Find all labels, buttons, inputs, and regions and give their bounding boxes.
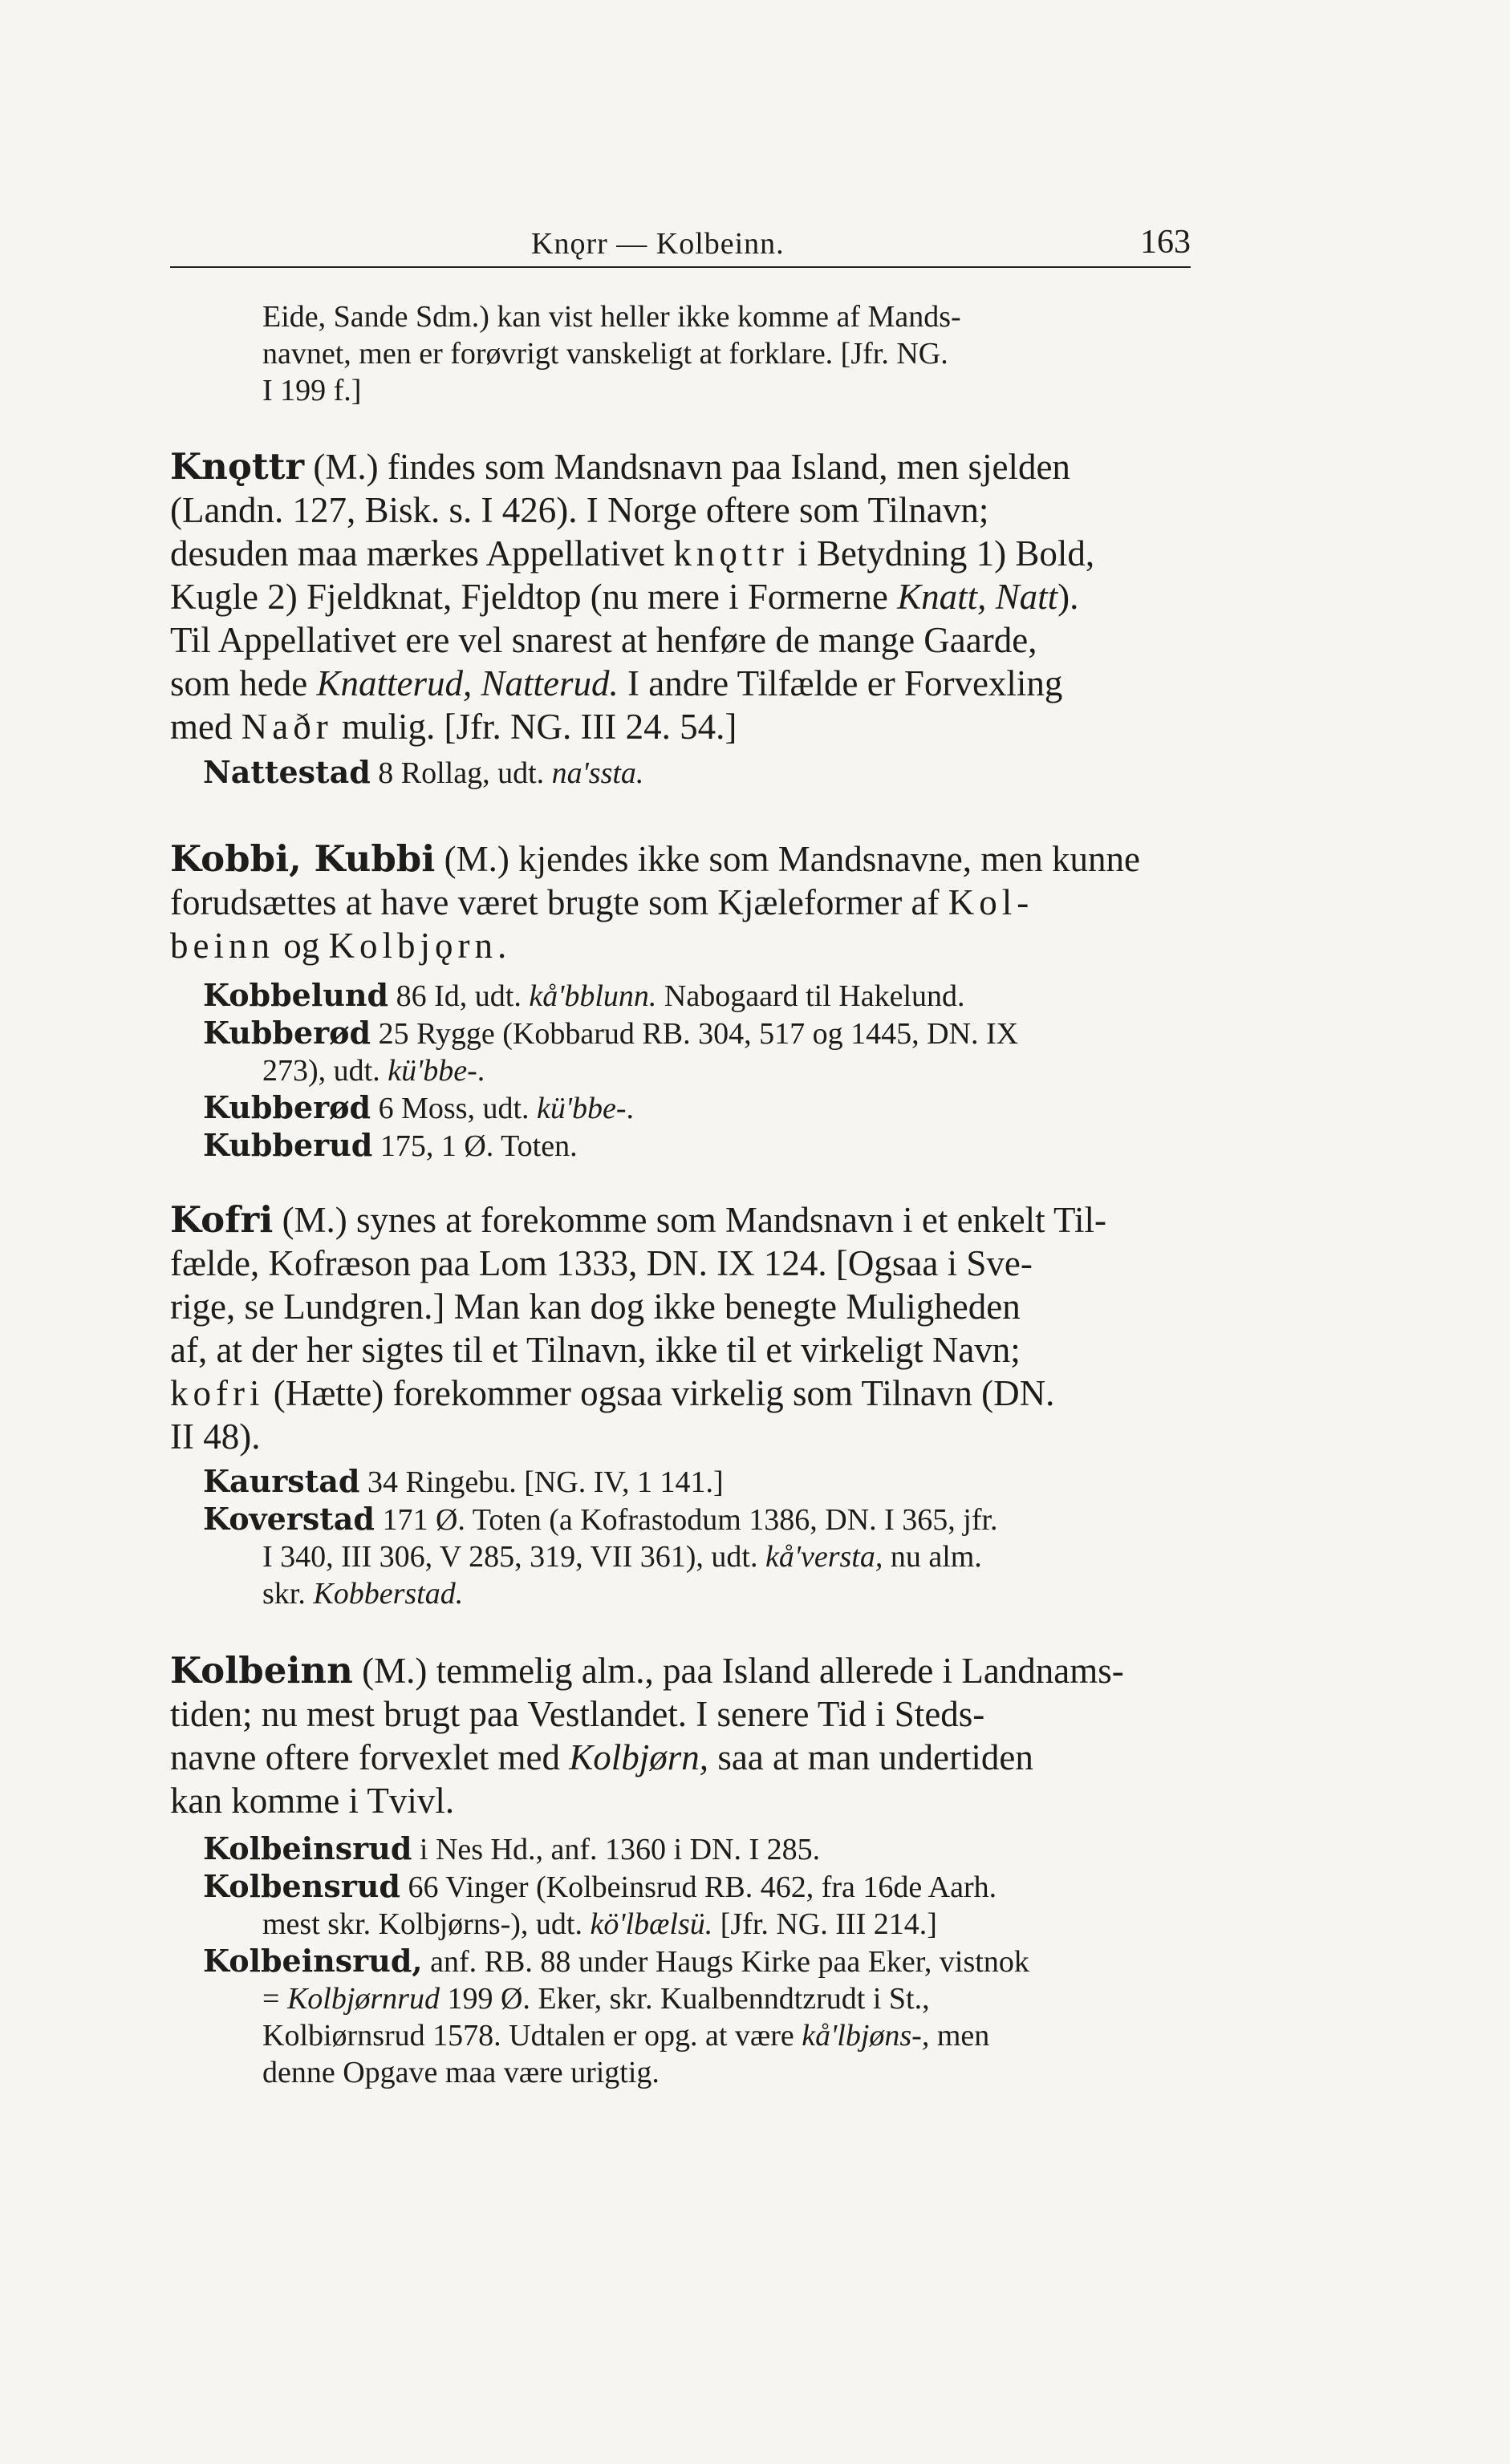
subentry bbox=[203, 1943, 1191, 1980]
entry-text: (Hætte) forekommer ogsaa virkelig som Tilnavn (DN. bbox=[264, 1373, 1055, 1413]
entry-text: (M.) temmelig alm., paa Island allerede i Landnams- bbox=[352, 1651, 1124, 1691]
entry-text: (M.) kjendes ikke som Mandsnavne, men kunne bbox=[435, 839, 1140, 879]
subentry bbox=[203, 1830, 1191, 1868]
subentry bbox=[203, 1089, 1191, 1127]
subentry bbox=[203, 1501, 1191, 1538]
entry-text: som hede bbox=[170, 663, 317, 703]
entry-kofri bbox=[170, 1198, 1191, 1458]
spaced-word: kofri bbox=[170, 1373, 265, 1413]
entry-text: rige, se Lundgren.] Man kan dog ikke benegte Muligheden bbox=[170, 1287, 1021, 1327]
subentry-continuation bbox=[203, 1906, 1191, 1943]
entry-kolbeinn bbox=[170, 1649, 1191, 1822]
place-name: Kubberød bbox=[203, 1015, 371, 1051]
entry-text: og bbox=[274, 926, 329, 966]
entry-headword: Kofri bbox=[170, 1198, 274, 1241]
spaced-word: Kol- bbox=[948, 882, 1034, 922]
subentry-continuation: denne Opgave maa være urigtig. bbox=[262, 2056, 660, 2089]
place-text: 34 Ringebu. [NG. IV, 1 141.] bbox=[359, 1465, 724, 1499]
entry-headword: Knǫttr bbox=[170, 445, 305, 488]
pronunciation: kö'lbælsü. bbox=[590, 1907, 713, 1941]
subentries-kobbi bbox=[203, 977, 1191, 1165]
subentry bbox=[203, 1463, 1191, 1501]
place-text: = bbox=[262, 1982, 287, 2016]
place-name: Kubberud bbox=[203, 1127, 373, 1163]
place-name: Kaurstad bbox=[203, 1463, 360, 1499]
place-name: Kubberød bbox=[203, 1089, 371, 1125]
place-text: 199 Ø. Eker, skr. Kualbenndtzrudt i St., bbox=[439, 1982, 930, 2016]
spelling-form: Kobberstad. bbox=[313, 1577, 464, 1611]
place-text: 171 Ø. Toten (a Kofrastodum 1386, DN. I 365, jfr. bbox=[374, 1503, 998, 1537]
entry-text: ). bbox=[1057, 577, 1079, 617]
subentry-continuation bbox=[203, 1980, 1191, 2017]
place-text: 175, 1 Ø. Toten. bbox=[372, 1129, 578, 1163]
entry-text: (Landn. 127, Bisk. s. I 426). I Norge oftere som Tilnavn; bbox=[170, 490, 989, 530]
subentry-continuation bbox=[203, 1052, 1191, 1089]
intro-paragraph bbox=[203, 298, 1191, 409]
pronunciation: na'ssta. bbox=[551, 756, 644, 790]
place-name: Kolbeinsrud bbox=[203, 1830, 412, 1866]
entry-text: desuden maa mærkes Appellativet bbox=[170, 533, 674, 573]
subentry bbox=[203, 1868, 1191, 1906]
subentry bbox=[203, 1015, 1191, 1052]
page-number: 163 bbox=[1140, 224, 1191, 261]
spaced-word: Kolbjǫrn bbox=[328, 926, 497, 966]
entry-kobbi bbox=[170, 837, 1191, 967]
subentry-nattestad bbox=[203, 754, 1191, 792]
page-header bbox=[170, 217, 1191, 265]
entry-text: saa at man undertiden bbox=[708, 1737, 1033, 1777]
subentry bbox=[203, 977, 1191, 1015]
running-head: Knǫrr — Kolbeinn. bbox=[531, 227, 785, 261]
place-text: [Jfr. NG. III 214.] bbox=[712, 1907, 937, 1941]
pronunciation: kå'bblunn. bbox=[529, 979, 657, 1013]
spaced-word: Naðr bbox=[241, 707, 333, 747]
entry-knottr bbox=[170, 445, 1191, 748]
entry-text: Til Appellativet ere vel snarest at henføre de mange Gaarde, bbox=[170, 620, 1037, 660]
entry-text: II 48). bbox=[170, 1416, 261, 1457]
entry-text: forudsættes at have været brugte som Kjæleformer af bbox=[170, 882, 948, 922]
spaced-word: knǫttr bbox=[673, 533, 789, 573]
place-name: Koverstad bbox=[203, 1501, 375, 1537]
entry-text: med bbox=[170, 707, 242, 747]
entry-text: I andre Tilfælde er Forvexling bbox=[618, 663, 1063, 703]
entry-text: (M.) findes som Mandsnavn paa Island, men sjelden bbox=[304, 447, 1070, 487]
place-text: i Nes Hd., anf. 1360 i DN. I 285. bbox=[412, 1833, 821, 1866]
entry-text: i Betydning 1) Bold, bbox=[788, 533, 1095, 573]
place-text: nu alm. bbox=[883, 1540, 982, 1574]
intro-line: I 199 f.] bbox=[262, 374, 362, 407]
entry-text: tiden; nu mest brugt paa Vestlandet. I senere Tid i Steds- bbox=[170, 1694, 985, 1734]
pronunciation: kå'versta, bbox=[765, 1540, 883, 1574]
place-text: men bbox=[929, 2019, 990, 2053]
place-text: 25 Rygge (Kobbarud RB. 304, 517 og 1445, DN. IX bbox=[371, 1017, 1019, 1051]
place-text: I 340, III 306, V 285, 319, VII 361), udt. bbox=[262, 1540, 765, 1574]
place-text: Kolbiørnsrud 1578. Udtalen er opg. at være bbox=[262, 2019, 802, 2053]
entry-text: Kugle 2) Fjeldknat, Fjeldtop (nu mere i Formerne bbox=[170, 577, 898, 617]
place-text: 273), udt. bbox=[262, 1054, 388, 1088]
italic-form: Kolbjørn, bbox=[569, 1737, 709, 1777]
place-text: 6 Moss, udt. bbox=[371, 1092, 537, 1125]
pronunciation: kå'lbjøns-, bbox=[802, 2019, 930, 2053]
entry-text: mulig. [Jfr. NG. III 24. 54.] bbox=[332, 707, 737, 747]
place-text: . bbox=[477, 1054, 485, 1088]
entry-headword: Kolbeinn bbox=[170, 1649, 353, 1692]
entry-text: fælde, Kofræson paa Lom 1333, DN. IX 124. [Ogsaa i Sve- bbox=[170, 1243, 1033, 1283]
place-name: Nattestad bbox=[203, 754, 371, 790]
italic-form: Kolbjørnrud bbox=[286, 1982, 440, 2016]
place-name: Kolbensrud bbox=[203, 1868, 400, 1904]
place-text: 66 Vinger (Kolbeinsrud RB. 462, fra 16de Aarh. bbox=[400, 1870, 997, 1904]
place-text: 86 Id, udt. bbox=[388, 979, 530, 1013]
place-text: . bbox=[626, 1092, 635, 1125]
italic-form: Knatt, Natt bbox=[897, 577, 1058, 617]
subentry-continuation bbox=[203, 1575, 1191, 1612]
subentries-kofri bbox=[203, 1463, 1191, 1612]
italic-form: Knatterud, Natterud. bbox=[316, 663, 619, 703]
intro-line: Eide, Sande Sdm.) kan vist heller ikke komme af Mands- bbox=[262, 300, 961, 334]
intro-line: navnet, men er forøvrigt vanskeligt at forklare. [Jfr. NG. bbox=[262, 337, 948, 371]
subentries-kolbeinn bbox=[203, 1830, 1191, 2091]
subentry bbox=[203, 1127, 1191, 1165]
entry-text: kan komme i Tvivl. bbox=[170, 1781, 455, 1821]
place-text: Nabogaard til Hakelund. bbox=[656, 979, 965, 1013]
place-text: anf. RB. 88 under Haugs Kirke paa Eker, vistnok bbox=[422, 1945, 1029, 1979]
entry-text: navne oftere forvexlet med bbox=[170, 1737, 570, 1777]
entry-text: af, at der her sigtes til et Tilnavn, ikke til et virkeligt Navn; bbox=[170, 1330, 1021, 1370]
entry-text: . bbox=[497, 926, 507, 966]
spaced-word: beinn bbox=[170, 926, 274, 966]
place-text: skr. bbox=[262, 1577, 314, 1611]
pronunciation: kü'bbe- bbox=[388, 1054, 477, 1088]
entry-text: (M.) synes at forekomme som Mandsnavn i et enkelt Til- bbox=[273, 1200, 1106, 1240]
place-text: mest skr. Kolbjørns-), udt. bbox=[262, 1907, 591, 1941]
header-rule bbox=[170, 266, 1191, 268]
pronunciation: kü'bbe- bbox=[537, 1092, 627, 1125]
subentry-continuation bbox=[203, 2017, 1191, 2054]
place-name: Kobbelund bbox=[203, 977, 389, 1013]
subentry-continuation bbox=[203, 1538, 1191, 1575]
place-text: 8 Rollag, udt. bbox=[370, 756, 552, 790]
place-name: Kolbeinsrud, bbox=[203, 1943, 423, 1979]
entry-headword: Kobbi, Kubbi bbox=[170, 837, 436, 880]
